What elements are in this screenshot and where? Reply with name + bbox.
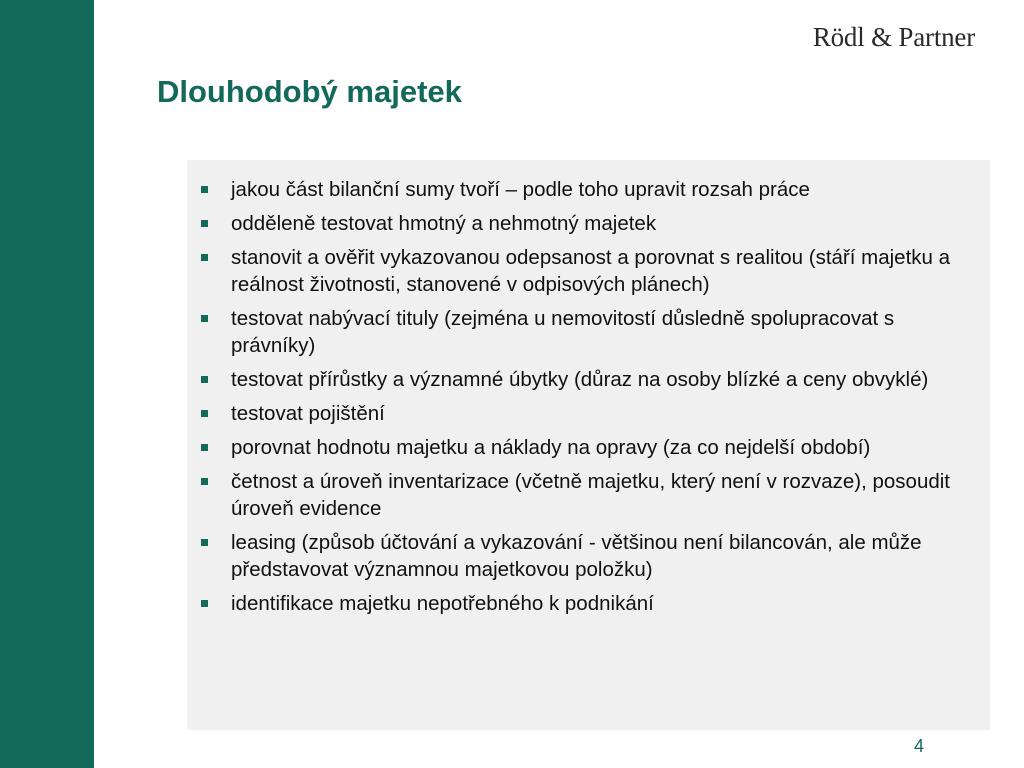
square-bullet-icon [201,410,208,417]
bullet-text: odděleně testovat hmotný a nehmotný majetek [231,212,657,235]
list-item [201,468,976,522]
list-item [201,244,976,298]
bullet-list [187,160,990,617]
list-item [201,210,976,237]
bullet-text: testovat přírůstky a významné úbytky (důraz na osoby blízké a ceny obvyklé) [231,368,929,391]
bullet-text: testovat pojištění [231,402,385,425]
square-bullet-icon [201,254,208,261]
square-bullet-icon [201,186,208,193]
list-item [201,529,976,583]
square-bullet-icon [201,478,208,485]
content-box [187,160,990,730]
square-bullet-icon [201,444,208,451]
list-item [201,434,976,461]
company-logo: Rödl & Partner [812,22,975,52]
list-item [201,400,976,427]
bullet-text: identifikace majetku nepotřebného k podnikání [231,592,654,615]
page-number: 4 [913,736,924,756]
bullet-text: testovat nabývací tituly (zejména u nemovitostí důsledně spolupracovat s právníky) [231,307,895,357]
list-item [201,305,976,359]
side-accent-bar [0,0,94,768]
square-bullet-icon [201,315,208,322]
square-bullet-icon [201,376,208,383]
square-bullet-icon [201,600,208,607]
bullet-text: četnost a úroveň inventarizace (včetně majetku, který není v rozvaze), posoudit úroveň evidence [231,470,951,520]
bullet-text: porovnat hodnotu majetku a náklady na opravy (za co nejdelší období) [231,436,871,459]
square-bullet-icon [201,539,208,546]
bullet-text: stanovit a ověřit vykazovanou odepsanost a porovnat s realitou (stáří majetku a reálnost životnosti, stanovené v odpisových plánech) [231,246,951,296]
square-bullet-icon [201,220,208,227]
slide-title: Dlouhodobý majetek [157,74,462,109]
bullet-text: jakou část bilanční sumy tvoří – podle toho upravit rozsah práce [231,178,810,201]
list-item [201,590,976,617]
list-item [201,366,976,393]
bullet-text: leasing (způsob účtování a vykazování - většinou není bilancován, ale může představovat významnou majetkovou položku) [231,531,922,581]
list-item [201,176,976,203]
